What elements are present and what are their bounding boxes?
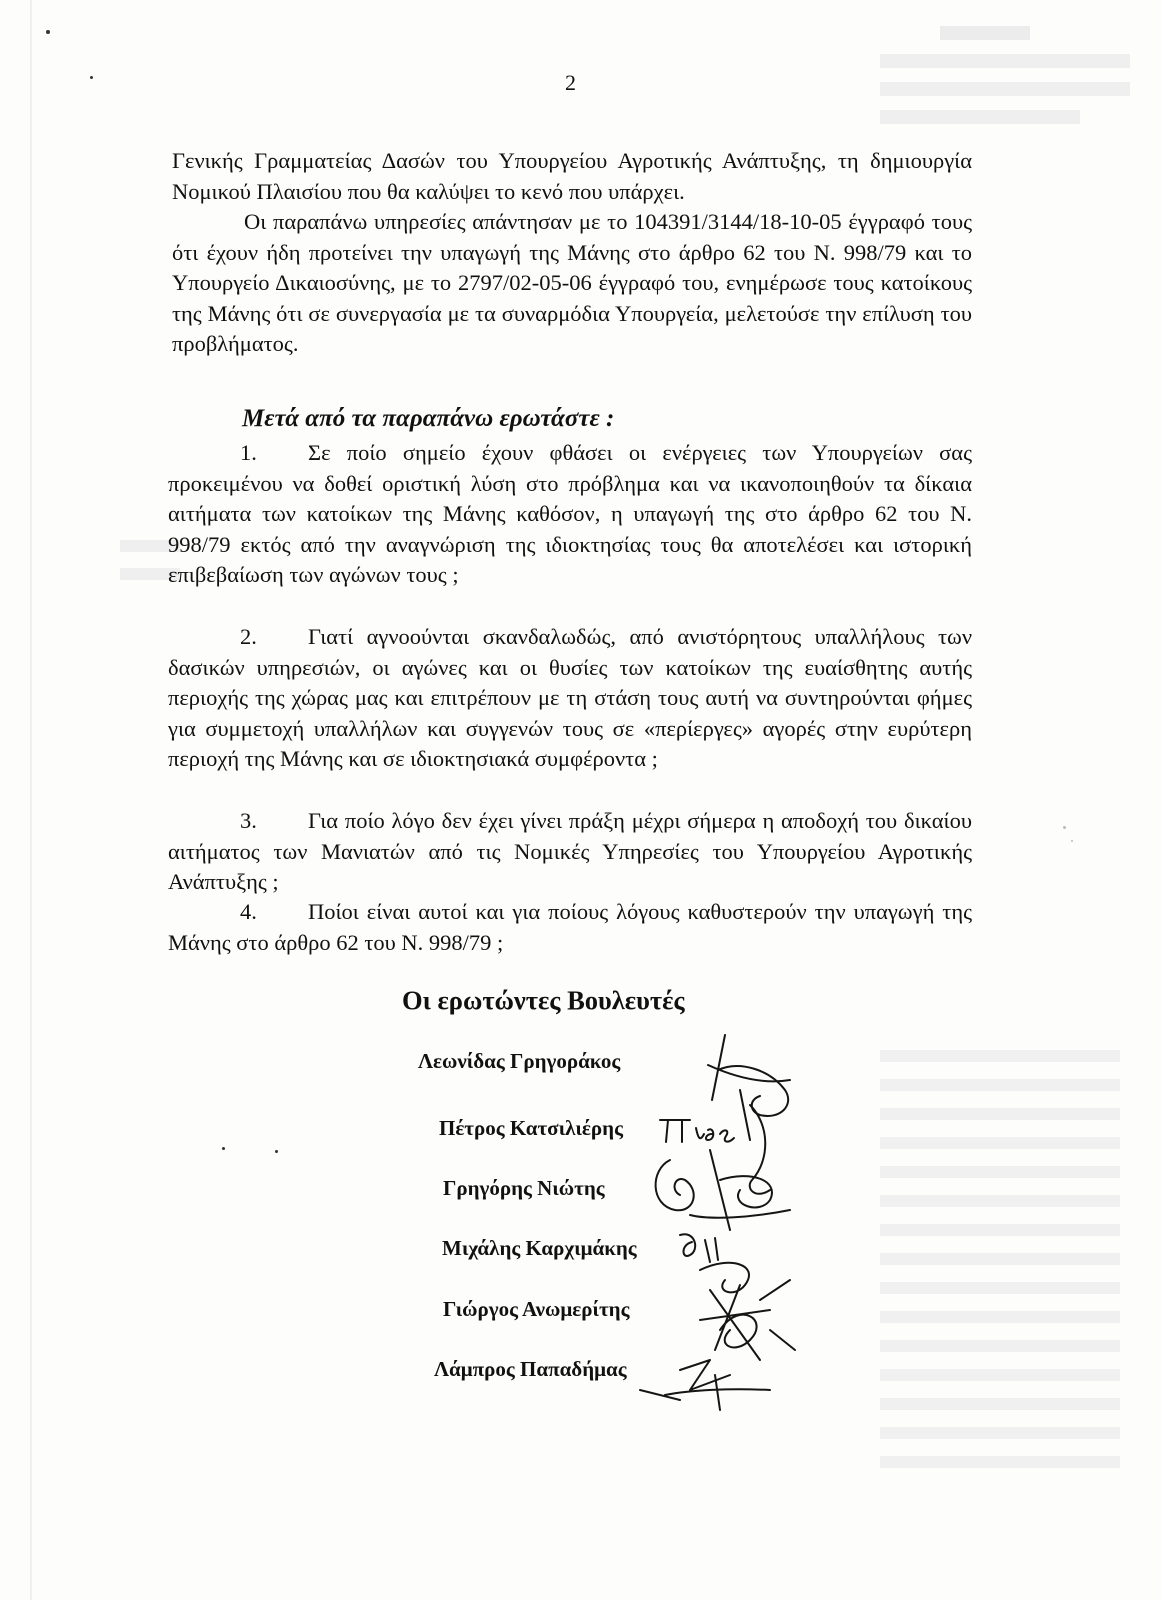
question-number: 1.: [240, 440, 257, 465]
question-number: 4.: [240, 899, 257, 924]
scan-speck: [222, 1147, 225, 1150]
question-item: [168, 897, 972, 958]
question-text: Για ποίο λόγο δεν έχει γίνει πράξη μέχρι σήμερα η αποδοχή του δικαίου αιτήματος των Μανιατών από τις Νομικές Υπηρεσίες του Υπουργείου Αγροτικής Ανάπτυξης ;: [168, 808, 972, 894]
scan-speck: [46, 30, 50, 34]
signer-name: Λεωνίδας Γρηγοράκος: [418, 1049, 621, 1073]
scan-edge: [30, 0, 32, 1600]
intro-paragraph-2: Οι παραπάνω υπηρεσίες απάντησαν με το 104391/3144/18-10-05 έγγραφό τους ότι έχουν ήδη προτείνει την υπαγωγή της Μάνης στο άρθρο 62 του Ν. 998/79 και το Υπουργείο Δικαιοσύνης, με το 2797/02-05-06 έγγραφό του, ενημέρωσε τους κατοίκους της Μάνης ότι σε συνεργασία με τα συναρμόδια Υπουργεία, μελετούσε την επίλυση του προβλήματος.: [172, 209, 972, 356]
question-number: 3.: [240, 808, 257, 833]
question-text: Σε ποίο σημείο έχουν φθάσει οι ενέργειες των Υπουργείων σας προκειμένου να δοθεί οριστική λύση στο πρόβλημα και να ικανοποιηθούν τα δίκαια αιτήματα των κατοίκων της Μάνης καθόσον, η υπαγωγή της στο άρθρο 62 του Ν. 998/79 εκτός από την αναγνώριση της ιδιοκτησίας τους θα αποτελέσει και ιστορική επιβεβαίωση των αγώνων τους ;: [168, 440, 972, 587]
intro-paragraph-1: Γενικής Γραμματείας Δασών του Υπουργείου Αγροτικής Ανάπτυξης, τη δημιουργία Νομικού Πλαισίου που θα καλύψει το κενό που υπάρχει.: [172, 148, 972, 204]
signers-title: Οι ερωτώντες Βουλευτές: [402, 985, 685, 1015]
signer-name: Γιώργος Ανωμερίτης: [443, 1297, 630, 1321]
signer-name: Πέτρος Κατσιλιέρης: [439, 1116, 623, 1140]
handwritten-signatures: [620, 1030, 840, 1420]
questions-heading: Μετά από τα παραπάνω ερωτάστε :: [242, 405, 615, 432]
scan-speck: [90, 76, 93, 79]
question-item: [168, 622, 972, 775]
scan-speck: [275, 1150, 278, 1153]
question-item: [168, 806, 972, 898]
question-text: Γιατί αγνοούνται σκανδαλωδώς, από ανιστόρητους υπαλλήλους των δασικών υπηρεσιών, οι αγώνες και οι θυσίες των κατοίκων της ευαίσθητης αυτής περιοχής της χώρας μας και επιτρέπουν με τη στάση τους αυτή να συντηρούνται φήμες για συμμετοχή υπαλλήλων και συγγενών τους σε «περίεργες» αγορές στην ευρύτερη περιοχή της Μάνης και σε ιδιοκτησιακά συμφέροντα ;: [168, 624, 972, 771]
scan-speck: [1071, 840, 1073, 842]
bleed-through-block-3: [880, 1050, 1130, 1570]
bleed-through-block-1: [880, 18, 1140, 148]
question-text: Ποίοι είναι αυτοί και για ποίους λόγους καθυστερούν την υπαγωγή της Μάνης στο άρθρο 62 του Ν. 998/79 ;: [168, 899, 972, 955]
question-number: 2.: [240, 624, 257, 649]
signer-name: Λάμπρος Παπαδήμας: [434, 1357, 627, 1381]
signer-name: Γρηγόρης Νιώτης: [443, 1176, 605, 1200]
signer-name: Μιχάλης Καρχιμάκης: [442, 1236, 637, 1260]
page-number: 2: [565, 70, 576, 95]
question-item: [168, 438, 972, 591]
scan-speck: [1063, 826, 1066, 829]
